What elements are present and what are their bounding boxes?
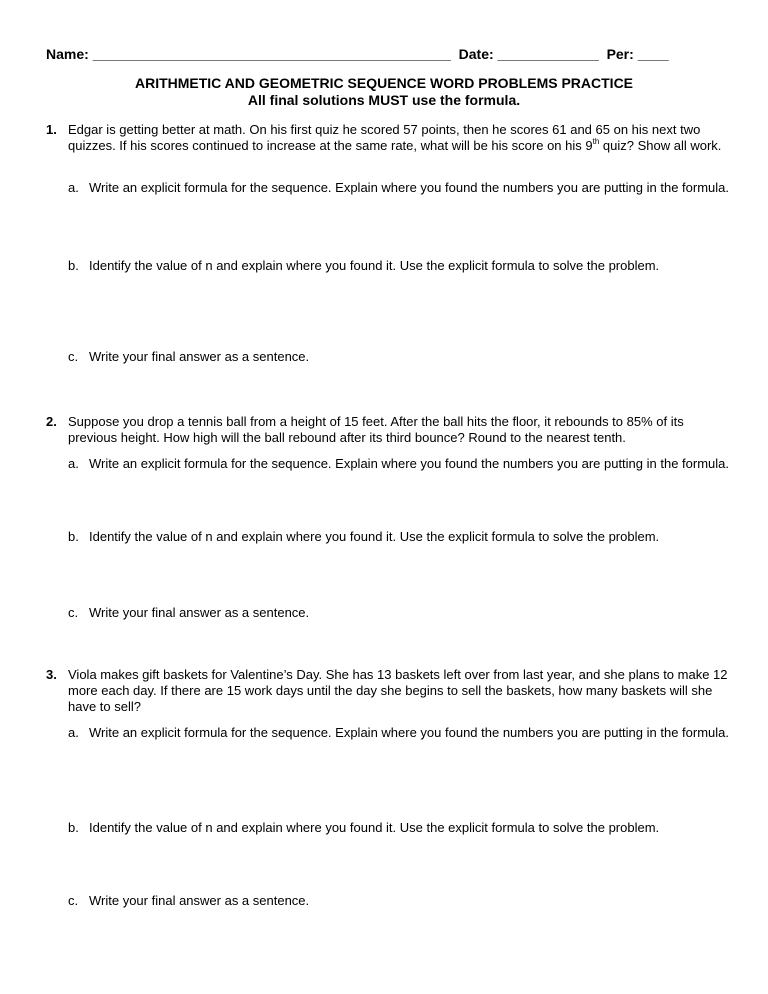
worksheet-subtitle: All final solutions MUST use the formula. (247, 92, 521, 108)
part-text: Write an explicit formula for the sequence. Explain where you found the numbers you are putting in the formula. (89, 725, 730, 740)
date-blank: _____________ (497, 46, 599, 62)
problem-number: 3. (46, 667, 57, 682)
problem-text: Edgar is getting better at math. On his first quiz he scored 57 points, then he scores 61 and 65 on his next two quizzes. If his scores continued to increase at the same rate, what will be his score on his 9th quiz? Show all work. (68, 122, 722, 153)
part-letter: a. (68, 456, 79, 471)
part-text: Identify the value of n and explain where you found it. Use the explicit formula to solve the problem. (89, 529, 660, 544)
problem-number: 1. (46, 122, 57, 137)
worksheet-title: ARITHMETIC AND GEOMETRIC SEQUENCE WORD PROBLEMS PRACTICE (134, 75, 634, 91)
name-blank: ______________________________________________ (92, 46, 451, 62)
part-text: Write an explicit formula for the sequence. Explain where you found the numbers you are putting in the formula. (89, 456, 730, 471)
part-letter: b. (68, 258, 79, 273)
problem-number: 2. (46, 414, 57, 429)
part-letter: c. (68, 349, 79, 364)
period-label: Per: (606, 46, 634, 62)
period-blank: ____ (637, 46, 669, 62)
part-letter: b. (68, 529, 79, 544)
part-letter: b. (68, 820, 79, 835)
part-letter: c. (68, 893, 79, 908)
part-letter: a. (68, 180, 79, 195)
part-letter: c. (68, 605, 79, 620)
part-text: Write your final answer as a sentence. (89, 605, 310, 620)
part-text: Write an explicit formula for the sequence. Explain where you found the numbers you are putting in the formula. (89, 180, 730, 195)
student-info-line (46, 46, 669, 62)
date-label: Date: (458, 46, 494, 62)
problem-text: Suppose you drop a tennis ball from a height of 15 feet. After the ball hits the floor, it rebounds to 85% of its previous height. How high will the ball rebound after its third bounce? Round to the nearest tenth. (68, 414, 684, 445)
name-label: Name: (46, 46, 89, 62)
part-text: Write your final answer as a sentence. (89, 893, 310, 908)
ordinal-superscript: th (592, 136, 600, 146)
part-text: Write your final answer as a sentence. (89, 349, 310, 364)
part-text: Identify the value of n and explain where you found it. Use the explicit formula to solve the problem. (89, 258, 660, 273)
part-letter: a. (68, 725, 79, 740)
problem-text: Viola makes gift baskets for Valentine’s Day. She has 13 baskets left over from last year, and she plans to make 12 more each day. If there are 15 work days until the day she begins to sell the baskets, how many baskets will she have to sell? (68, 667, 728, 714)
part-text: Identify the value of n and explain where you found it. Use the explicit formula to solve the problem. (89, 820, 660, 835)
